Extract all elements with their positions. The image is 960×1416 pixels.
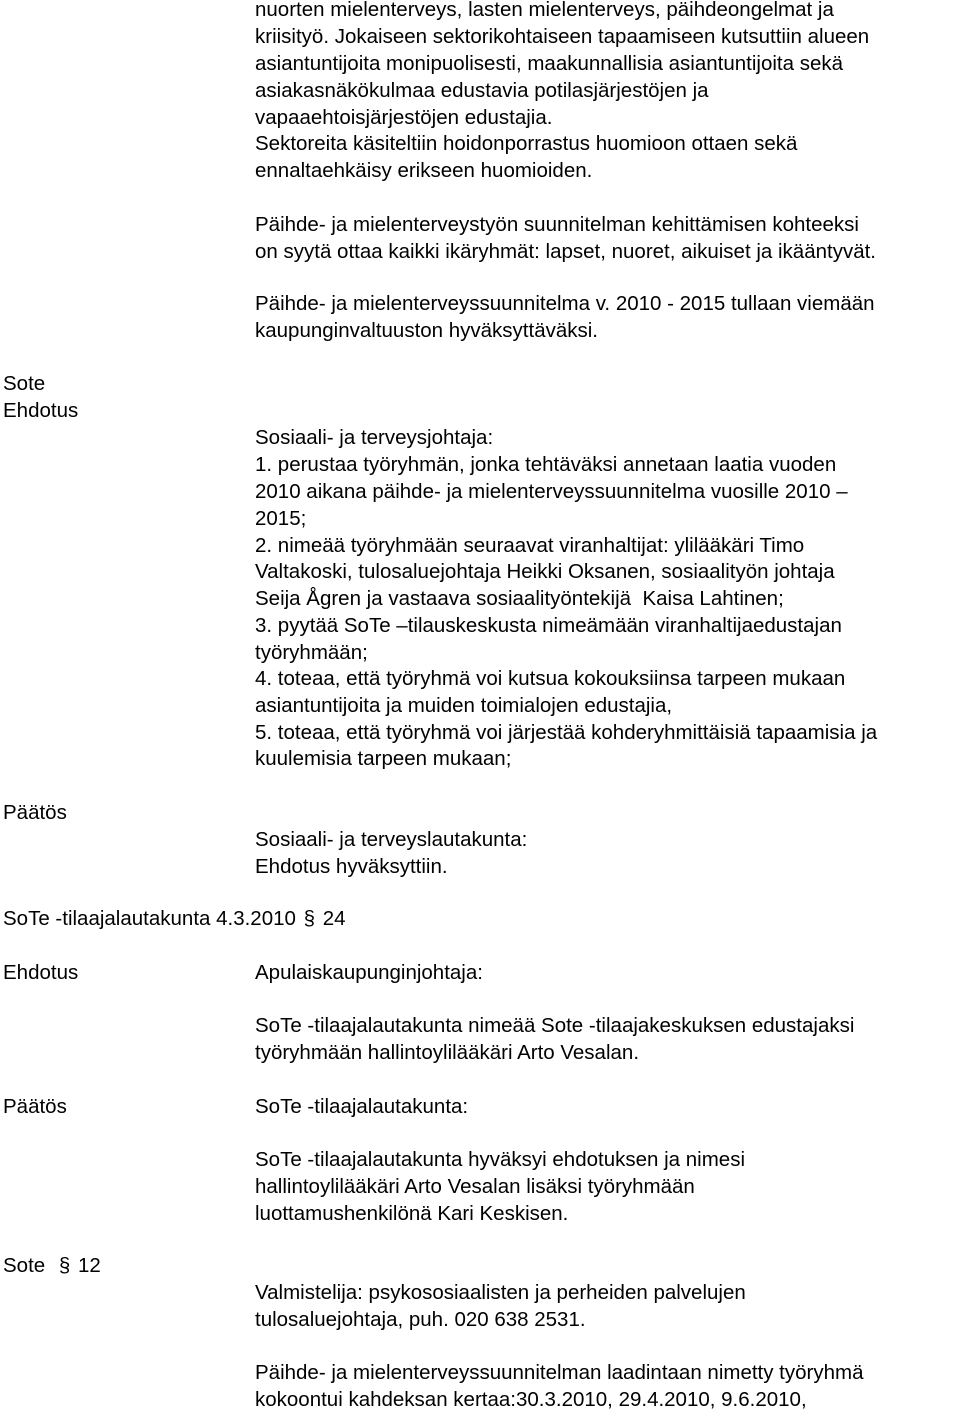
paragraph-line: kaupunginvaltuuston hyväksyttäväksi. (255, 319, 599, 342)
proposer-heading: Sosiaali- ja terveysjohtaja: (255, 426, 494, 449)
intro-line: vapaaehtoisjärjestöjen edustajia. (255, 106, 553, 129)
paragraph-line: Päihde- ja mielenterveystyön suunnitelman kehittämisen kohteeksi (255, 213, 859, 236)
paragraph-line: on syytä ottaa kaikki ikäryhmät: lapset, nuoret, aikuiset ja ikääntyvät. (255, 240, 876, 263)
section-number: 12 (77, 1254, 101, 1277)
proposal-item-line: asiantuntijoita ja muiden toimialojen edustajia, (255, 694, 673, 717)
section-label-ehdotus: Ehdotus (3, 399, 79, 422)
meeting-heading-text: SoTe -tilaajalautakunta 4.3.2010 (3, 907, 296, 930)
intro-line: asiakasnäkökulmaa edustavia potilasjärjestöjen ja (255, 79, 709, 102)
proposal-item-line: Valtakoski, tulosaluejohtaja Heikki Oksanen, sosiaalityön johtaja (255, 560, 835, 583)
proposer-heading: Apulaiskaupunginjohtaja: (255, 961, 483, 984)
decision-body: Sosiaali- ja terveyslautakunta: (255, 828, 528, 851)
proposal-item-line: kuulemisia tarpeen mukaan; (255, 747, 512, 770)
intro-line: kriisityö. Jokaiseen sektorikohtaiseen tapaamiseen kutsuttiin alueen (255, 25, 870, 48)
proposal-item-line: 2015; (255, 507, 307, 530)
intro-line: Sektoreita käsiteltiin hoidonporrastus huomioon ottaen sekä (255, 132, 798, 155)
proposal-item-line: 1. perustaa työryhmän, jonka tehtäväksi annetaan laatia vuoden (255, 453, 837, 476)
section-label-sote: Sote (3, 372, 46, 395)
decision-body: SoTe -tilaajalautakunta: (255, 1095, 469, 1118)
intro-line: ennaltaehkäisy erikseen huomioiden. (255, 159, 593, 182)
section-label-ehdotus: Ehdotus (3, 961, 79, 984)
section-heading-sote-12 (3, 1253, 101, 1279)
intro-line: nuorten mielenterveys, lasten mielenterveys, päihdeongelmat ja (255, 0, 834, 21)
section-sign: § (303, 907, 316, 930)
section-number: 24 (322, 907, 346, 930)
proposal-item-line: 2010 aikana päihde- ja mielenterveyssuunnitelma vuosille 2010 – (255, 480, 848, 503)
proposal-item-line: 5. toteaa, että työryhmä voi järjestää kohderyhmittäisiä tapaamisia ja (255, 721, 878, 744)
decision-text: Ehdotus hyväksyttiin. (255, 855, 448, 878)
intro-line: asiantuntijoita monipuolisesti, maakunnallisia asiantuntijoita sekä (255, 52, 844, 75)
proposal-line: työryhmään hallintoylilääkäri Arto Vesalan. (255, 1041, 640, 1064)
section-sign: § (58, 1254, 71, 1277)
proposal-line: SoTe -tilaajalautakunta nimeää Sote -tilaajakeskuksen edustajaksi (255, 1014, 855, 1037)
proposal-item-line: 3. pyytää SoTe –tilauskeskusta nimeämään viranhaltijaedustajan (255, 614, 842, 637)
paragraph-line: Päihde- ja mielenterveyssuunnitelman laadintaan nimetty työryhmä (255, 1361, 864, 1384)
proposal-item-line: Seija Ågren ja vastaava sosiaalityöntekijä Kaisa Lahtinen; (255, 587, 784, 610)
proposal-item-line: työryhmään; (255, 641, 368, 664)
preparer-line: tulosaluejohtaja, puh. 020 638 2531. (255, 1308, 586, 1331)
section-label-sote: Sote (3, 1254, 46, 1277)
paragraph-line: kokoontui kahdeksan kertaa:30.3.2010, 29.4.2010, 9.6.2010, (255, 1388, 807, 1411)
proposal-item-line: 2. nimeää työryhmään seuraavat viranhaltijat: ylilääkäri Timo (255, 534, 805, 557)
meeting-heading (3, 906, 346, 932)
proposal-item-line: 4. toteaa, että työryhmä voi kutsua kokouksiinsa tarpeen mukaan (255, 667, 846, 690)
decision-line: SoTe -tilaajalautakunta hyväksyi ehdotuksen ja nimesi (255, 1148, 745, 1171)
preparer-line: Valmistelija: psykososiaalisten ja perheiden palvelujen (255, 1281, 746, 1304)
decision-line: luottamushenkilönä Kari Keskisen. (255, 1202, 569, 1225)
decision-label: Päätös (3, 801, 67, 824)
decision-label: Päätös (3, 1095, 67, 1118)
paragraph-line: Päihde- ja mielenterveyssuunnitelma v. 2010 - 2015 tullaan viemään (255, 292, 875, 315)
decision-line: hallintoylilääkäri Arto Vesalan lisäksi työryhmään (255, 1175, 695, 1198)
